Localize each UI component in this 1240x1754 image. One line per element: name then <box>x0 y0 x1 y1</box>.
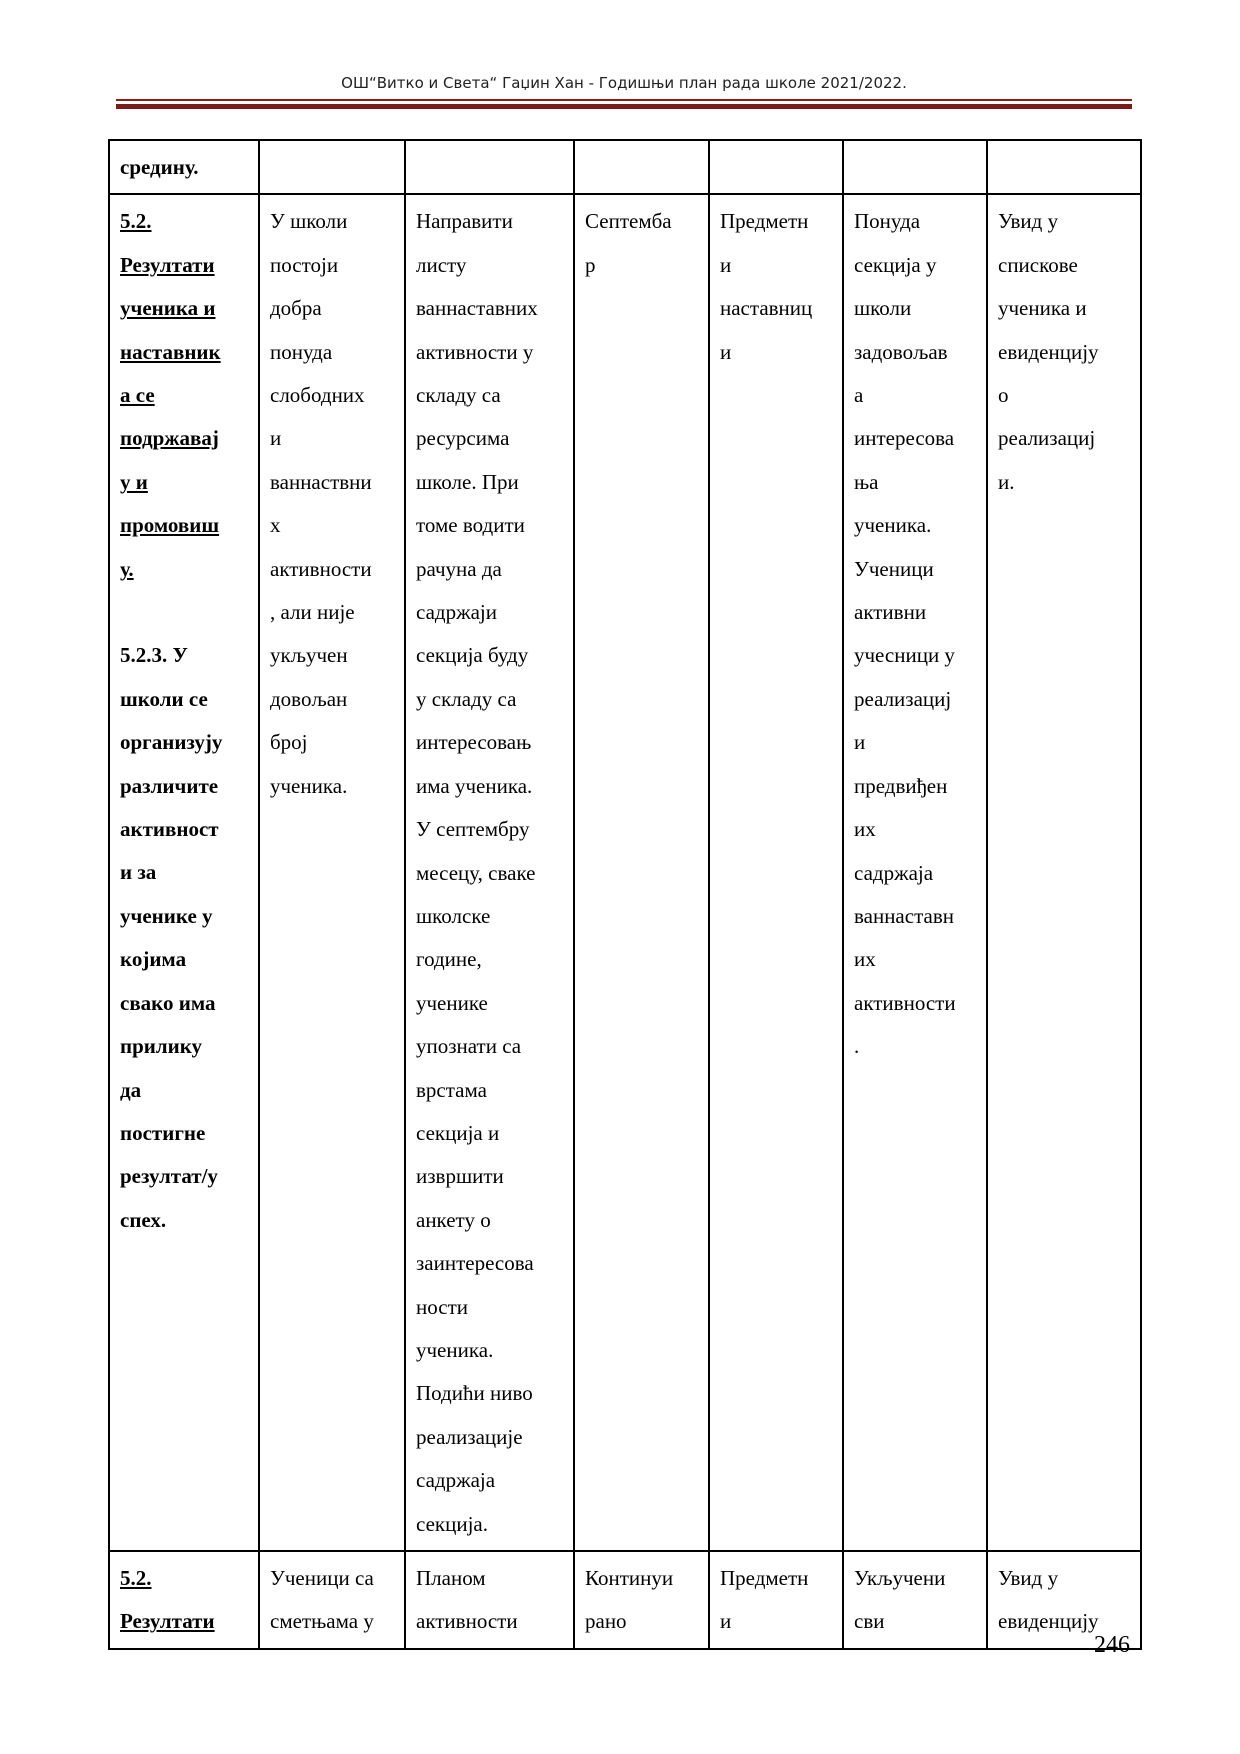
table-cell <box>109 194 259 1551</box>
cell-line: У септембру <box>416 817 530 842</box>
cell-line: учесници у <box>854 643 955 668</box>
header-rule-thin <box>116 99 1132 101</box>
cell-line: активности <box>416 1609 518 1634</box>
cell-line: интересова <box>854 426 955 451</box>
table-cell <box>574 194 709 1551</box>
cell-line: довољан <box>270 686 348 711</box>
cell-line: Увид у <box>998 1566 1059 1590</box>
cell-line: 5.2.3. У <box>120 643 188 668</box>
cell-line: има ученика. <box>416 773 533 798</box>
plan-table <box>108 139 1142 1650</box>
cell-line: ности <box>416 1294 468 1319</box>
cell-line: рано <box>585 1609 627 1634</box>
cell-line: сви <box>854 1609 885 1634</box>
cell-line: Резултати <box>120 1609 215 1634</box>
cell-line: Подићи ниво <box>416 1381 533 1406</box>
table-cell <box>574 1551 709 1649</box>
cell-line: складу са <box>416 383 501 408</box>
cell-line: Предметн <box>720 1566 809 1590</box>
cell-line: ученика. <box>854 513 932 538</box>
cell-line: у складу са <box>416 686 517 711</box>
cell-line: укључен <box>270 643 348 668</box>
cell-line: активности <box>854 990 956 1015</box>
cell-line: школске <box>416 903 491 928</box>
cell-line: евиденцију <box>998 339 1099 364</box>
cell-line: их <box>854 947 876 972</box>
table-cell <box>987 194 1141 1551</box>
cell-line: Предметн <box>720 209 809 234</box>
cell-line: постоји <box>270 252 339 277</box>
cell-line: школе. При <box>416 469 519 494</box>
cell-line: упознати са <box>416 1034 522 1059</box>
cell-line: Континуи <box>585 1566 674 1590</box>
cell-line: и за <box>120 860 157 885</box>
cell-line: године, <box>416 947 482 972</box>
table-cell <box>405 140 574 194</box>
cell-line: прилику <box>120 1034 203 1059</box>
cell-line: реализациј <box>998 426 1096 451</box>
cell-line: ваннаставн <box>854 903 954 928</box>
cell-line: Направити <box>416 209 513 234</box>
cell-line: садржаја <box>854 860 934 885</box>
cell-line: активни <box>854 600 927 625</box>
cell-line: сметњама у <box>270 1609 374 1634</box>
cell-line: средину. <box>120 155 199 179</box>
cell-line: х <box>270 513 281 538</box>
cell-line: реализациј <box>854 686 952 711</box>
cell-line: спискове <box>998 252 1078 277</box>
cell-line: активности у <box>416 339 534 364</box>
cell-line: извршити <box>416 1164 504 1189</box>
table-cell <box>574 140 709 194</box>
cell-line: и <box>720 1609 732 1634</box>
cell-line: Планом <box>416 1566 486 1590</box>
cell-line: наставник <box>120 339 221 364</box>
cell-line: р <box>585 252 596 277</box>
cell-line: секција и <box>416 1120 500 1145</box>
cell-line: ученика и <box>120 296 216 321</box>
cell-line: Ученици са <box>270 1566 374 1590</box>
cell-line: 5.2. <box>120 209 152 234</box>
cell-line: и. <box>998 469 1015 494</box>
cell-line: секција у <box>854 252 937 277</box>
cell-line: листу <box>416 252 467 277</box>
cell-line: интересовањ <box>416 730 532 755</box>
cell-line: школи се <box>120 686 208 711</box>
cell-line: Понуда <box>854 209 921 234</box>
table-row <box>109 194 1141 1551</box>
cell-line: и <box>720 339 732 364</box>
cell-line: их <box>854 817 876 842</box>
cell-line: , али није <box>270 600 355 625</box>
table-cell <box>405 1551 574 1649</box>
cell-line: слободних <box>270 383 365 408</box>
table-cell <box>843 140 987 194</box>
cell-line: којима <box>120 947 187 972</box>
table-cell <box>259 194 405 1551</box>
table-row <box>109 1551 1141 1649</box>
cell-line <box>120 591 250 634</box>
table-cell <box>259 140 405 194</box>
cell-line: различите <box>120 773 219 798</box>
cell-line: секција. <box>416 1511 488 1536</box>
cell-line: и <box>720 252 732 277</box>
table-cell <box>709 140 843 194</box>
cell-line: врстама <box>416 1077 487 1102</box>
cell-line: понуда <box>270 339 333 364</box>
cell-line: томе водити <box>416 513 525 538</box>
cell-line: заинтересова <box>416 1251 534 1276</box>
cell-line: Резултати <box>120 252 215 277</box>
cell-line: анкету о <box>416 1207 491 1232</box>
cell-line: Ученици <box>854 556 934 581</box>
cell-line: да <box>120 1077 142 1102</box>
cell-line: Септемба <box>585 209 672 234</box>
cell-line: школи <box>854 296 912 321</box>
table-cell <box>843 1551 987 1649</box>
cell-line: ученика. <box>416 1337 494 1362</box>
table-cell <box>405 194 574 1551</box>
cell-line: Увид у <box>998 209 1059 234</box>
cell-line: ученика. <box>270 773 348 798</box>
cell-line: ваннаставних <box>416 296 538 321</box>
cell-line: У школи <box>270 209 348 234</box>
cell-line: секција буду <box>416 643 529 668</box>
cell-line: свако има <box>120 990 216 1015</box>
cell-line: промовиш <box>120 513 220 538</box>
table-cell <box>843 194 987 1551</box>
table-cell <box>709 1551 843 1649</box>
cell-line: ученика и <box>998 296 1087 321</box>
table-cell <box>709 194 843 1551</box>
cell-line: 5.2. <box>120 1566 152 1590</box>
header-rule-thick <box>116 104 1132 109</box>
cell-line: добра <box>270 296 322 321</box>
cell-line: задовољав <box>854 339 948 364</box>
cell-line: предвиђен <box>854 773 948 798</box>
cell-line: . <box>854 1034 860 1059</box>
table-cell <box>259 1551 405 1649</box>
cell-line: ученике <box>416 990 488 1015</box>
cell-line: рачуна да <box>416 556 502 581</box>
cell-line: садржаји <box>416 600 497 625</box>
cell-line: подржавај <box>120 426 219 451</box>
cell-line: ученике у <box>120 903 213 928</box>
page-number: 246 <box>1094 1632 1130 1658</box>
cell-line: о <box>998 383 1009 408</box>
cell-line: а <box>854 383 864 408</box>
cell-line: у. <box>120 556 134 581</box>
cell-line: број <box>270 730 308 755</box>
cell-line: резултат/у <box>120 1164 218 1189</box>
cell-line: ресурсима <box>416 426 510 451</box>
cell-line: евиденцију <box>998 1609 1099 1634</box>
cell-line: спех. <box>120 1207 167 1232</box>
cell-line: Укључени <box>854 1566 946 1590</box>
table-cell <box>109 140 259 194</box>
cell-line: и <box>854 730 866 755</box>
cell-line: а се <box>120 383 155 408</box>
cell-line: активност <box>120 817 219 842</box>
cell-line: ња <box>854 469 879 494</box>
cell-line: и <box>270 426 282 451</box>
table-row <box>109 140 1141 194</box>
cell-line: садржаја <box>416 1468 496 1493</box>
cell-line: наставниц <box>720 296 813 321</box>
cell-line: организују <box>120 730 223 755</box>
cell-line: месецу, сваке <box>416 860 536 885</box>
running-header: ОШ“Витко и Света“ Гаџин Хан - Годишњи план рада школе 2021/2022. <box>341 74 907 92</box>
table-cell <box>109 1551 259 1649</box>
cell-line: реализације <box>416 1424 523 1449</box>
cell-line: у и <box>120 469 148 494</box>
table-cell <box>987 140 1141 194</box>
cell-line: постигне <box>120 1120 206 1145</box>
cell-line: ваннаствни <box>270 469 372 494</box>
cell-line: активности <box>270 556 372 581</box>
